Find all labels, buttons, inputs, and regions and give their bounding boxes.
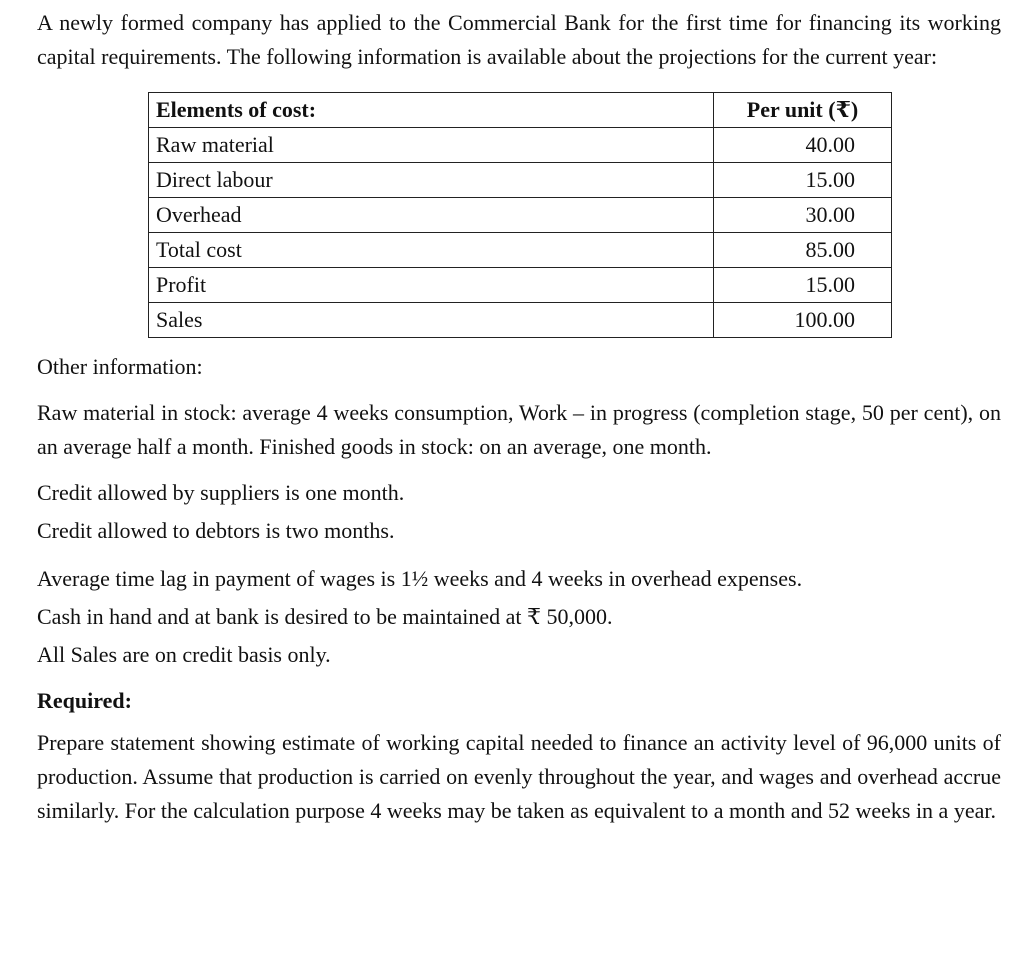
row-element: Sales <box>149 303 714 338</box>
table-row <box>149 233 892 268</box>
header-elements-of-cost: Elements of cost: <box>149 93 714 128</box>
table-header-row <box>149 93 892 128</box>
table-row <box>149 198 892 233</box>
table-row <box>149 268 892 303</box>
credit-sales-text: All Sales are on credit basis only. <box>37 642 331 667</box>
table-row <box>149 128 892 163</box>
row-element: Profit <box>149 268 714 303</box>
row-value: 85.00 <box>714 233 892 268</box>
credit-suppliers-text: Credit allowed by suppliers is one month. <box>37 480 405 505</box>
cost-table <box>148 92 892 338</box>
table-row <box>149 303 892 338</box>
row-element: Direct labour <box>149 163 714 198</box>
row-value: 15.00 <box>714 268 892 303</box>
other-information-heading: Other information: <box>37 354 203 379</box>
row-value: 100.00 <box>714 303 892 338</box>
cash-text: Cash in hand and at bank is desired to be maintained at ₹ 50,000. <box>37 604 613 629</box>
row-value: 30.00 <box>714 198 892 233</box>
row-element: Total cost <box>149 233 714 268</box>
intro-paragraph: A newly formed company has applied to the Commercial Bank for the first time for financing its working capital requirements. The following information is available about the projections for the current year: <box>37 10 1001 69</box>
header-per-unit: Per unit (₹) <box>714 93 892 128</box>
row-value: 40.00 <box>714 128 892 163</box>
required-paragraph: Prepare statement showing estimate of working capital needed to finance an activity level of 96,000 units of production. Assume that production is carried on evenly throughout the year, and wages and overhead accrue similarly. For the calculation purpose 4 weeks may be taken as equivalent to a month and 52 weeks in a year. <box>37 730 1001 823</box>
row-element: Raw material <box>149 128 714 163</box>
row-value: 15.00 <box>714 163 892 198</box>
table-row <box>149 163 892 198</box>
document-page <box>37 4 1001 828</box>
raw-material-paragraph: Raw material in stock: average 4 weeks consumption, Work – in progress (completion stage, 50 per cent), on an average half a month. Finished goods in stock: on an average, one month. <box>37 400 1001 459</box>
row-element: Overhead <box>149 198 714 233</box>
credit-debtors-text: Credit allowed to debtors is two months. <box>37 518 395 543</box>
required-heading: Required: <box>37 688 132 713</box>
wages-lag-text: Average time lag in payment of wages is 1½ weeks and 4 weeks in overhead expenses. <box>37 566 803 591</box>
